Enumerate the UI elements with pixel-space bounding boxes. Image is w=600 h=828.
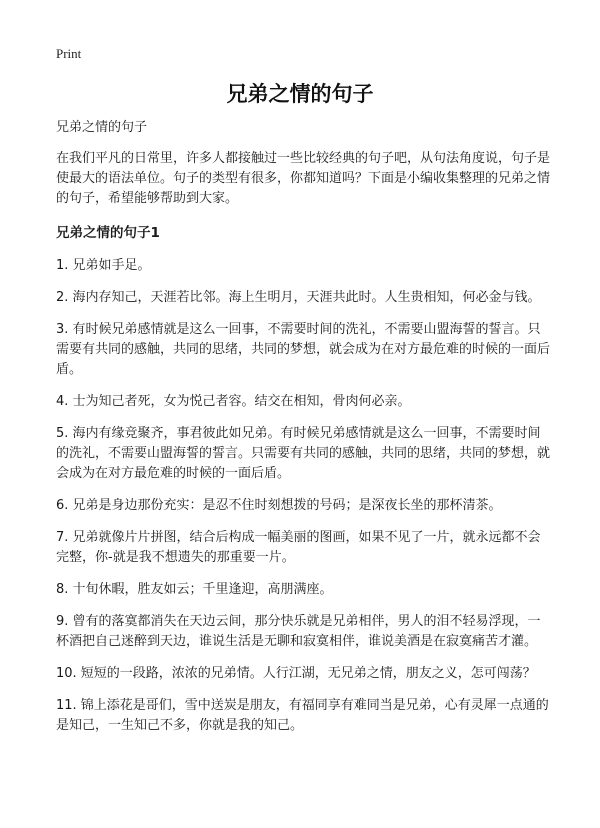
list-item: 7. 兄弟就像片片拼图，结合后构成一幅美丽的图画，如果不见了一片，就永远都不会完整，你-就是我不想遗失的那重要一片。 — [56, 530, 541, 565]
list-item: 6. 兄弟是身边那份充实：是忍不住时刻想拨的号码；是深夜长坐的那杯清茶。 — [56, 498, 502, 513]
list-item: 8. 十旬休暇，胜友如云；千里逢迎，高朋满座。 — [56, 582, 333, 597]
list-item: 11. 锦上添花是哥们，雪中送炭是朋友，有福同享有难同当是兄弟，心有灵犀一点通的是知己，一生知己不多，你就是我的知己。 — [56, 698, 549, 733]
list-item: 1. 兄弟如手足。 — [56, 258, 151, 273]
article-body — [56, 118, 552, 748]
list-item: 3. 有时候兄弟感情就是这么一回事，不需要时间的洗礼，不需要山盟海誓的誓言。只需要有共同的感触，共同的思绪，共同的梦想，就会成为在对方最危难的时候的一面后盾。 — [56, 322, 551, 377]
section-heading: 兄弟之情的句子1 — [56, 225, 160, 241]
list-item: 4. 士为知己者死，女为悦己者容。结交在相知，骨肉何必亲。 — [56, 394, 411, 409]
list-item: 10. 短短的一段路，浓浓的兄弟情。人行江湖，无兄弟之情，朋友之义，怎可闯荡？ — [56, 666, 536, 681]
print-link[interactable]: Print — [56, 46, 82, 61]
article-subtitle: 兄弟之情的句子 — [56, 120, 148, 135]
list-item: 5. 海内有缘竞聚齐，事君彼此如兄弟。有时候兄弟感情就是这么一回事，不需要时间的洗礼，不需要山盟海誓的誓言。只需要有共同的感触，共同的思绪，共同的梦想，就会成为在对方最危难的时候的一面后盾。 — [56, 426, 551, 481]
intro-paragraph: 在我们平凡的日常里，许多人都接触过一些比较经典的句子吧，从句法角度说，句子是使最大的语法单位。句子的类型有很多，你都知道吗？下面是小编收集整理的兄弟之情的句子，希望能够帮助到大家。 — [56, 151, 551, 206]
page-title: 兄弟之情的句子 — [226, 82, 374, 106]
list-item: 2. 海内存知己，天涯若比邻。海上生明月，天涯共此时。人生贵相知，何必金与钱。 — [56, 290, 541, 305]
list-item: 9. 曾有的落寞都消失在天边云间，那分快乐就是兄弟相伴，男人的泪不轻易浮现，一杯酒把自己迷醉到天边，谁说生活是无聊和寂寞相伴，谁说美酒是在寂寞痛苦才灌。 — [56, 614, 541, 649]
